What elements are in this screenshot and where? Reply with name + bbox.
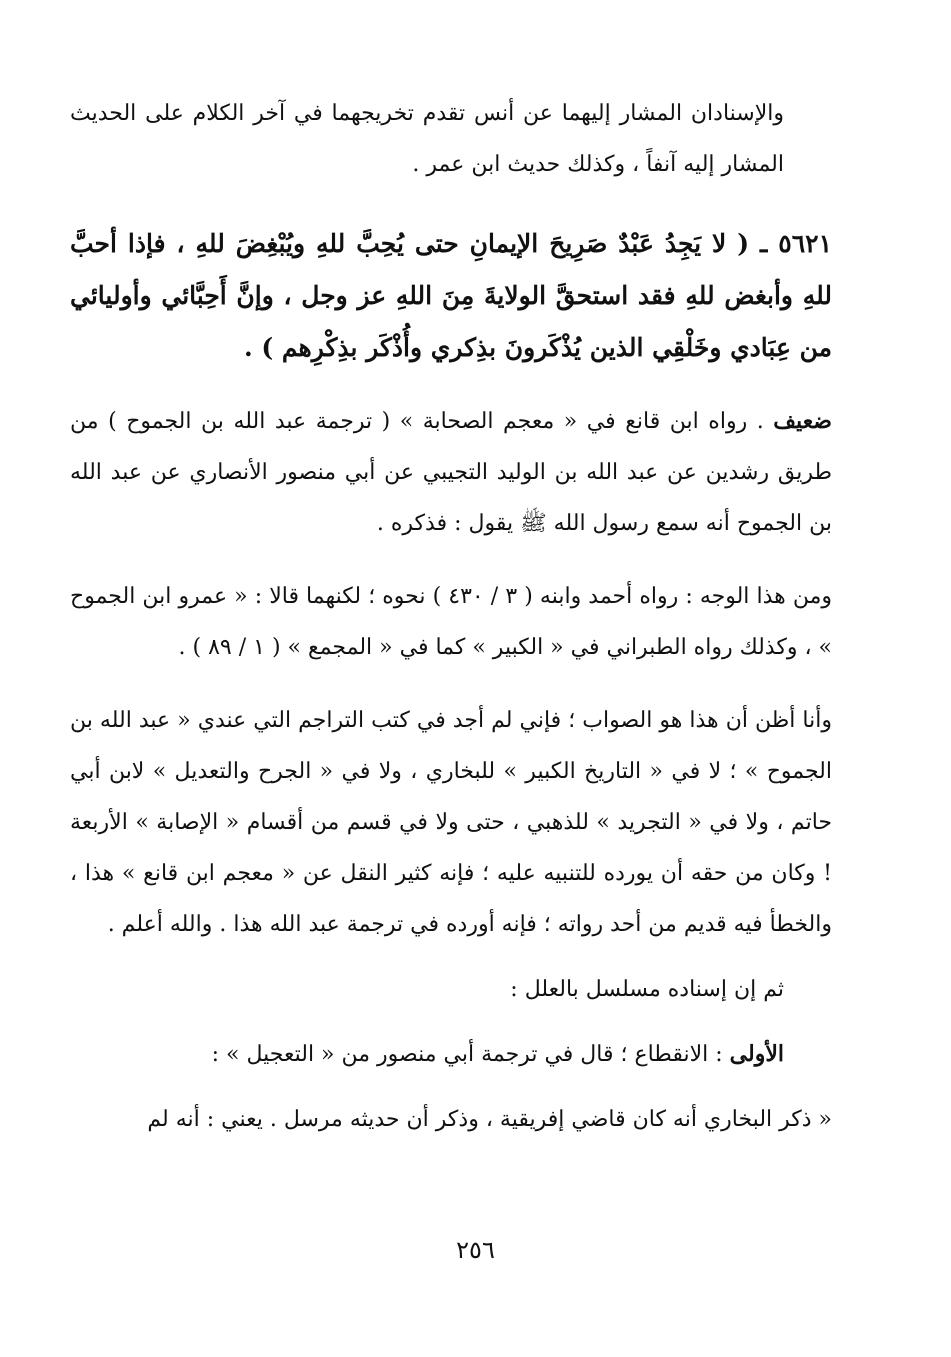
paragraph-defects: ثم إن إسناده مسلسل بالعلل : — [510, 977, 784, 1002]
first-defect-label: الأولى — [729, 1041, 784, 1067]
grading-paragraph — [70, 396, 832, 549]
grading-text: . رواه ابن قانع في « معجم الصحابة » ( ترجمة عبد الله بن الجموح ) من طريق رشدين عن عبد الله بن الوليد التجيبي عن أبي منصور الأنصاري عن عبد الله بن الجموح أنه سمع رسول الله ﷺ يقول : فذكره . — [70, 409, 832, 536]
paragraph-quote: « ذكر البخاري أنه كان قاضي إفريقية ، وذكر أن حديثه مرسل . يعني : أنه لم — [147, 1107, 832, 1132]
paragraph-first-defect — [70, 1029, 832, 1080]
first-defect-text: : الانقطاع ؛ قال في ترجمة أبي منصور من « التعجيل » : — [211, 1042, 723, 1067]
hadith-text: ٥٦٢١ ـ ( لا يَجِدُ عَبْدٌ صَرِيحَ الإيمانِ حتى يُحِبَّ للهِ ويُبْغِضَ للهِ ، فإذا أحبَّ للهِ وأبغض للهِ فقد استحقَّ الولايةَ مِنَ اللهِ عز وجل ، وإنَّ أَحِبَّائي وأوليائي من عِبَادي وخَلْقِي الذين يُذْكَرونَ بذِكري وأُذْكَر بذِكْرِهم ) . — [70, 229, 832, 362]
page-body — [70, 88, 832, 1145]
page-number: ٢٥٦ — [456, 1236, 495, 1264]
paragraph-opinion: وأنا أظن أن هذا هو الصواب ؛ فإني لم أجد في كتب التراجم التي عندي « عبد الله بن الجموح » ؛ لا في « التاريخ الكبير » للبخاري ، ولا في « الجرح والتعديل » لابن أبي حاتم ، ولا في « التجريد » للذهبي ، حتى ولا في قسم من أقسام « الإصابة » الأربعة ! وكان من حقه أن يورده للتنبيه عليه ؛ فإنه كثير النقل عن « معجم ابن قانع » هذا ، والخطأ فيه قديم من أحد رواته ؛ فإنه أورده في ترجمة عبد الله هذا . والله أعلم . — [70, 708, 832, 937]
paragraph-chain: ومن هذا الوجه : رواه أحمد وابنه ( ٣ / ٤٣٠ ) نحوه ؛ لكنهما قالا : « عمرو ابن الجموح » ، وكذلك رواه الطبراني في « الكبير » كما في « المجمع » ( ١ / ٨٩ ) . — [70, 584, 832, 660]
grading-label: ضعيف — [773, 408, 832, 434]
intro-paragraph: والإسنادان المشار إليهما عن أنس تقدم تخريجهما في آخر الكلام على الحديث المشار إليه آنفاً ، وكذلك حديث ابن عمر . — [70, 101, 784, 177]
